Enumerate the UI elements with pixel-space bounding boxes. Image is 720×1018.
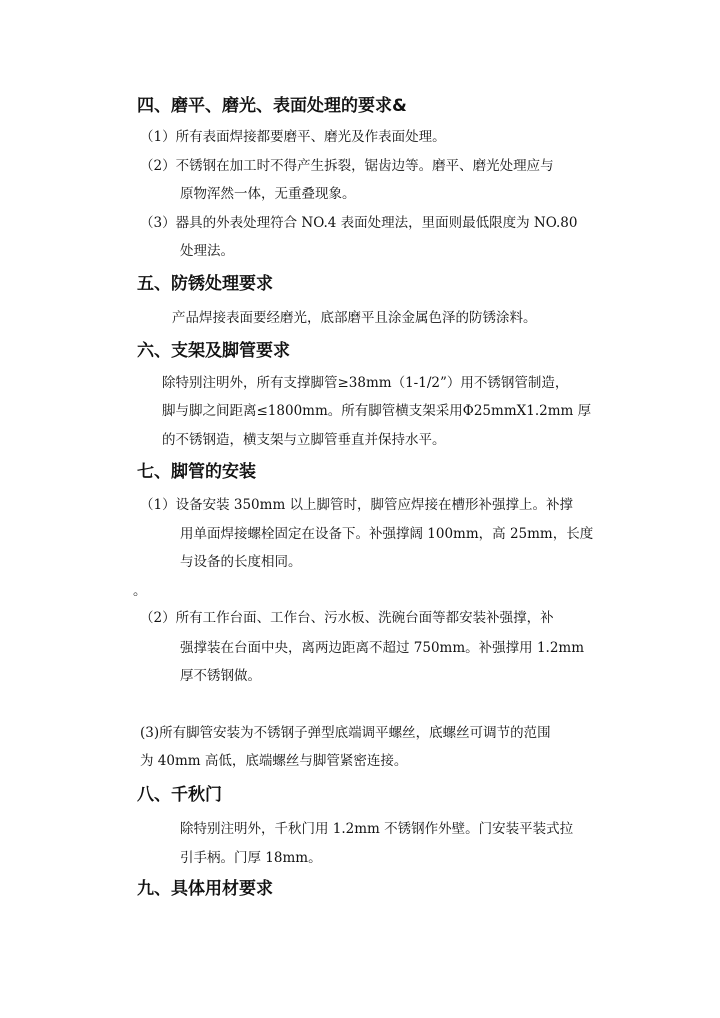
section-4-line-2: （2）不锈钢在加工时不得产生拆裂，锯齿边等。磨平、磨光处理应与: [140, 158, 554, 174]
section-7-line-4: （2）所有工作台面、工作台、污水板、洗碗台面等都安装补强撑，补: [140, 610, 554, 626]
section-9-heading: 九、具体用材要求: [137, 879, 273, 899]
section-8-heading: 八、千秋门: [137, 785, 222, 805]
section-7-line-1: （1）设备安装 350mm 以上脚管时，脚管应焊接在槽形补强撑上。补撑: [140, 497, 574, 513]
section-7-line-6: 厚不锈钢做。: [180, 668, 261, 684]
section-6-line-3: 的不锈钢造，横支架与立脚管垂直并保持水平。: [162, 432, 446, 448]
section-4-line-3: 原物浑然一体，无重叠现象。: [180, 186, 356, 202]
stray-punctuation: 。: [133, 583, 147, 599]
section-7-line-2: 用单面焊接螺栓固定在设备下。补强撑阔 100mm，高 25mm，长度: [180, 526, 594, 542]
section-8-line-2: 引手柄。门厚 18mm。: [180, 850, 322, 866]
section-4-heading: 四、磨平、磨光、表面处理的要求&: [137, 96, 407, 116]
section-7-heading: 七、脚管的安装: [137, 462, 256, 482]
section-6-line-1: 除特别注明外，所有支撑脚管≥38mm（1-1/2”）用不锈钢管制造，: [162, 375, 569, 391]
section-5-heading: 五、防锈处理要求: [137, 274, 273, 294]
section-6-line-2: 脚与脚之间距离≤1800mm。所有脚管横支架采用Φ25mmⅩ1.2mm 厚: [162, 403, 592, 419]
section-7-line-3: 与设备的长度相同。: [180, 554, 302, 570]
section-4-line-5: 处理法。: [180, 243, 234, 259]
section-4-line-4: （3）器具的外表处理符合 NO.4 表面处理法，里面则最低限度为 NO.80: [140, 215, 578, 231]
section-7-line-7: (3)所有脚管安装为不锈钢子弹型底端调平螺丝，底螺丝可调节的范围: [140, 725, 551, 741]
section-8-line-1: 除特别注明外，千秋门用 1.2mm 不锈钢作外壁。门安装平装式拉: [180, 821, 574, 837]
section-5-line-1: 产品焊接表面要经磨光，底部磨平且涂金属色泽的防锈涂料。: [172, 310, 537, 326]
section-4-line-1: （1）所有表面焊接都要磨平、磨光及作表面处理。: [140, 129, 446, 145]
section-6-heading: 六、支架及脚管要求: [137, 341, 290, 361]
section-7-line-8: 为 40mm 高低，底端螺丝与脚管紧密连接。: [140, 753, 408, 769]
section-7-line-5: 强撑装在台面中央，离两边距离不超过 750mm。补强撑用 1.2mm: [180, 640, 585, 656]
